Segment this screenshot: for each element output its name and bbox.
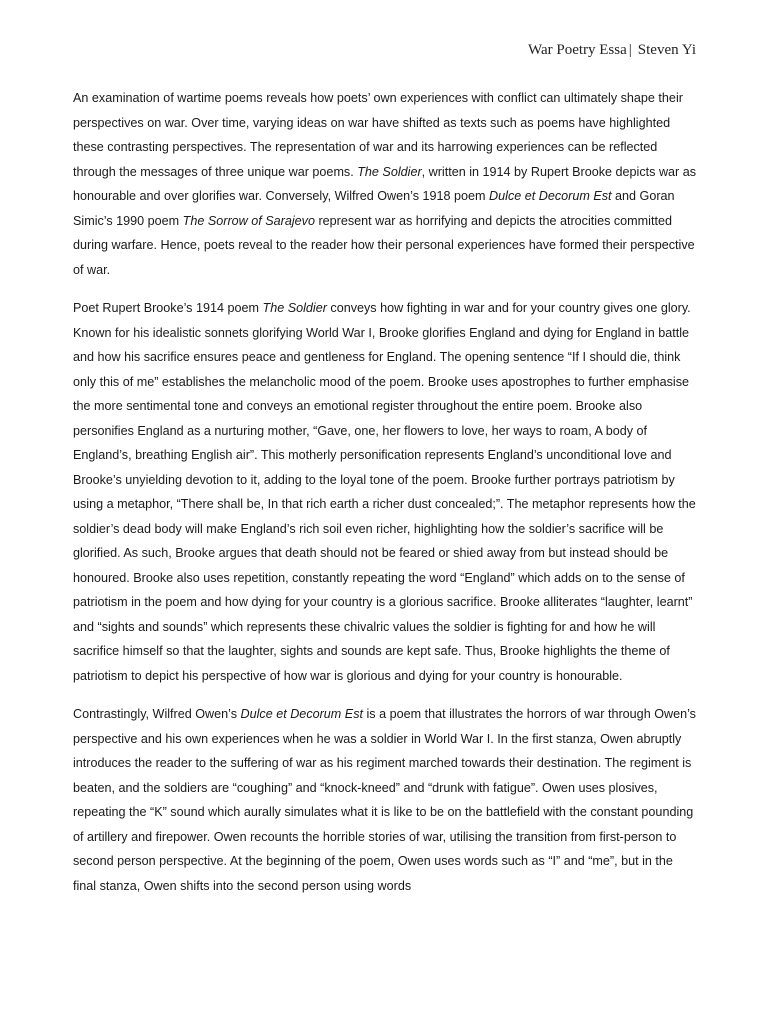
paragraph-2 <box>73 296 697 688</box>
paragraph-text: Contrastingly, Wilfred Owen’s <box>73 707 241 721</box>
poem-title: Dulce et Decorum Est <box>489 189 612 203</box>
header-author: Steven Yi <box>637 42 696 58</box>
page-header <box>528 42 696 59</box>
header-separator: | <box>628 42 632 58</box>
header-title: War Poetry Essa <box>528 42 627 58</box>
poem-title: Dulce et Decorum Est <box>240 707 363 721</box>
paragraph-text: , written in 1914 by Rupert Brooke depicts war as honourable and over glorifies war. Conversely, Wilfred Owen’s 1918 poem <box>73 164 697 203</box>
paragraph-text: conveys how fighting in war and for your country gives one glory. Known for his idealistic sonnets glorifying World War I, Brooke glorifies England and dying for England in battle and how his sacrifice ensures peace and gentleness for England. The opening sentence “If I should die, think only this of me” establishes the melancholic mood of the poem. Brooke uses apostrophes to further emphasise the more sentimental tone and conveys an emotional register throughout the entire poem. Brooke also personifies England as a nurturing mother, “Gave, one, her flowers to love, her ways to roam, A body of England’s, breathing English air”. This motherly personification represents England’s unconditional love and Brooke’s unyielding devotion to it, adding to the loyal tone of the poem. Brooke further portrays patriotism by using a metaphor, “There shall be, In that rich earth a richer dust concealed;”. The metaphor represents how the soldier’s dead body will make England’s rich soil even richer, highlighting how the soldier’s sacrifice will be glorified. As such, Brooke argues that death should not be feared or shied away from but instead should be honoured. Brooke also uses repetition, constantly repeating the word “England” which adds on to the sense of patriotism in the poem and how dying for your country is a glorious sacrifice. Brooke alliterates “laughter, learnt” and “sights and sounds” which represents these chivalric values the soldier is fighting for and how he will sacrifice himself so that the laughter, sights and sounds are kept safe. Thus, Brooke highlights the theme of patriotism to depict his perspective of how war is glorious and dying for your country is honourable. <box>73 301 696 683</box>
paragraph-text: and Goran Simic’s 1990 poem <box>73 189 675 228</box>
poem-title: The Soldier <box>357 164 422 179</box>
poem-title: The Sorrow of Sarajevo <box>182 213 315 228</box>
paragraph-text: represent war as horrifying and depicts the atrocities committed during warfare. Hence, poets reveal to the reader how their personal experiences have formed their perspective of war. <box>73 213 695 277</box>
paragraph-text: is a poem that illustrates the horrors of war through Owen’s perspective and his own experiences when he was a soldier in World War I. In the first stanza, Owen abruptly introduces the reader to the suffering of war as his regiment marched towards their destination. The regiment is beaten, and the soldiers are “coughing” and “knock-kneed” and “drunk with fatigue”. Owen uses plosives, repeating the “K” sound which aurally simulates what it is like to be on the battlefield with the constant pounding of artillery and firepower. Owen recounts the horrible stories of war, utilising the transition from first-person to second person perspective. At the beginning of the poem, Owen uses words such as “I” and “me”, but in the final stanza, Owen shifts into the second person using words <box>73 707 696 893</box>
paragraph-1 <box>73 86 697 282</box>
paragraph-text: Poet Rupert Brooke’s 1914 poem <box>73 301 263 315</box>
essay-body <box>73 86 697 912</box>
paragraph-text: An examination of wartime poems reveals how poets’ own experiences with conflict can ultimately shape their perspectives on war. Over time, varying ideas on war have shifted as texts such as poems have highlighted these contrasting perspectives. The representation of war and its harrowing experiences can be reflected through the messages of three unique war poems. <box>73 91 683 179</box>
paragraph-3 <box>73 702 697 898</box>
poem-title: The Soldier <box>262 301 327 315</box>
